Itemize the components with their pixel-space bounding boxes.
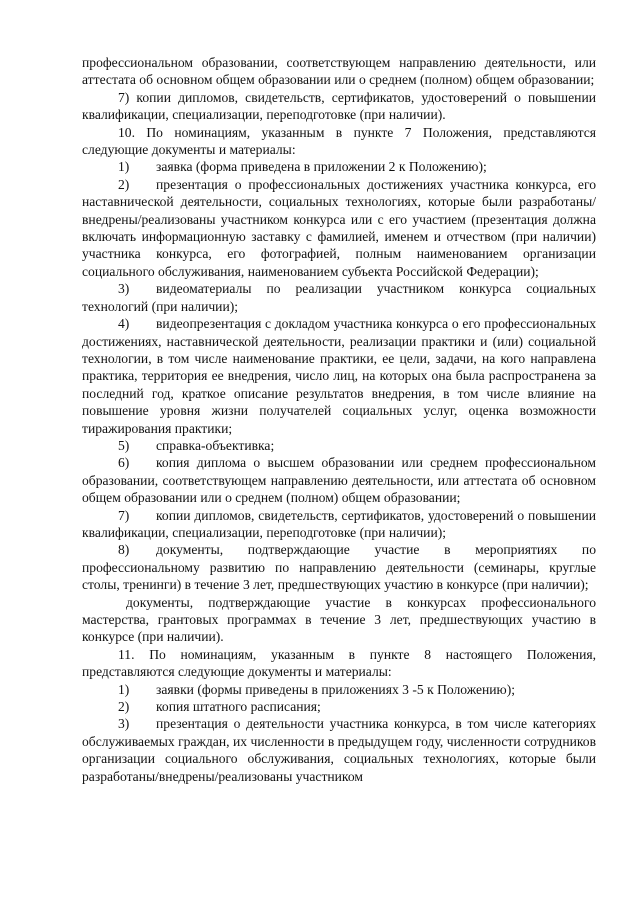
item-text: копия штатного расписания; (156, 699, 321, 715)
item-number: 8) (118, 542, 130, 558)
item-number: 2) (118, 176, 130, 192)
item-10-3 (82, 280, 596, 315)
item-11-2 (82, 698, 596, 715)
item-text: презентация о деятельности участника конкурса, в том числе категориях обслуживаемых граждан, их численности в предыдущем году, численности сотрудников организации социального обслуживания, социальных технологиях, которые были разработаны/внедрены/реализованы участником (82, 716, 596, 784)
item-number: 3) (118, 281, 130, 297)
document-page (82, 54, 596, 785)
paragraph-docs: документы, подтверждающие участие в конкурсах профессионального мастерства, грантовых программах в течение 3 лет, предшествующих участию в конкурсе (при наличии). (82, 594, 596, 645)
item-text: копии дипломов, свидетельств, сертификатов, удостоверений о повышении квалификации, специализации, переподготовке (при наличии); (82, 507, 596, 540)
item-10-1 (82, 158, 596, 175)
item-number: 1) (118, 681, 130, 697)
item-9-7: 7) копии дипломов, свидетельств, сертификатов, удостоверений о повышении квалификации, специализации, переподготовке (при наличии). (82, 89, 596, 123)
item-10-2 (82, 176, 596, 280)
item-number: 1) (118, 159, 130, 175)
item-number: 3) (118, 716, 130, 732)
paragraph-10: 10. По номинациям, указанным в пункте 7 Положения, представляются следующие документы и материалы: (82, 124, 596, 158)
item-text: справка-объективка; (156, 437, 275, 453)
item-number: 2) (118, 699, 130, 715)
item-number: 7) (118, 507, 130, 523)
item-number: 6) (118, 455, 130, 471)
paragraph-continuation: профессиональном образовании, соответствующем направлению деятельности, или аттестата об основном общем образовании или о среднем (полном) общем образовании; (82, 55, 596, 88)
item-10-8 (82, 541, 596, 593)
item-text: видеоматериалы по реализации участником конкурса социальных технологий (при наличии); (82, 281, 596, 314)
item-11-3 (82, 715, 596, 785)
item-text: презентация о профессиональных достижениях участника конкурса, его наставнической деятельности, социальных технологиях, которые были разработаны/внедрены/реализованы участником конкурса или с его участием (презентация должна включать информационную заставку с фамилией, именем и отчеством (при наличии) участника конкурса, его фотографией, полным наименованием организации социального обслуживания, наименованием субъекта Российской Федерации); (82, 176, 596, 279)
paragraph-11: 11. По номинациям, указанным в пункте 8 настоящего Положения, представляются следующие документы и материалы: (82, 646, 596, 680)
item-text: видеопрезентация с докладом участника конкурса о его профессиональных достижениях, наставнической деятельности, реализации практики и (или) социальной технологии, в том числе наименование практики, ее цели, задачи, на кого направлена практика, территория ее внедрения, число лиц, на которых она была распространена за последний год, краткое описание результатов внедрения, в том числе влияние на повышение уровня жизни получателей социальных услуг, оценка возможности тиражирования практики; (82, 316, 596, 436)
item-text: документы, подтверждающие участие в мероприятиях по профессиональному развитию по направлению деятельности (семинары, круглые столы, тренинги) в течение 3 лет, предшествующих участию в конкурсе (при наличии); (82, 542, 596, 593)
item-10-6 (82, 454, 596, 506)
item-number: 5) (118, 437, 130, 453)
item-text: копия диплома о высшем образовании или среднем профессиональном образовании, соответствующем направлению деятельности, или аттестата об основном общем образовании или о среднем (полном) общем образовании; (82, 455, 596, 506)
item-11-1 (82, 681, 596, 698)
item-text: заявки (формы приведены в приложениях 3 -5 к Положению); (156, 681, 516, 697)
item-text: заявка (форма приведена в приложении 2 к Положению); (156, 159, 487, 175)
item-10-5 (82, 437, 596, 454)
item-10-4 (82, 315, 596, 437)
item-number: 4) (118, 316, 130, 332)
item-10-7 (82, 507, 596, 542)
